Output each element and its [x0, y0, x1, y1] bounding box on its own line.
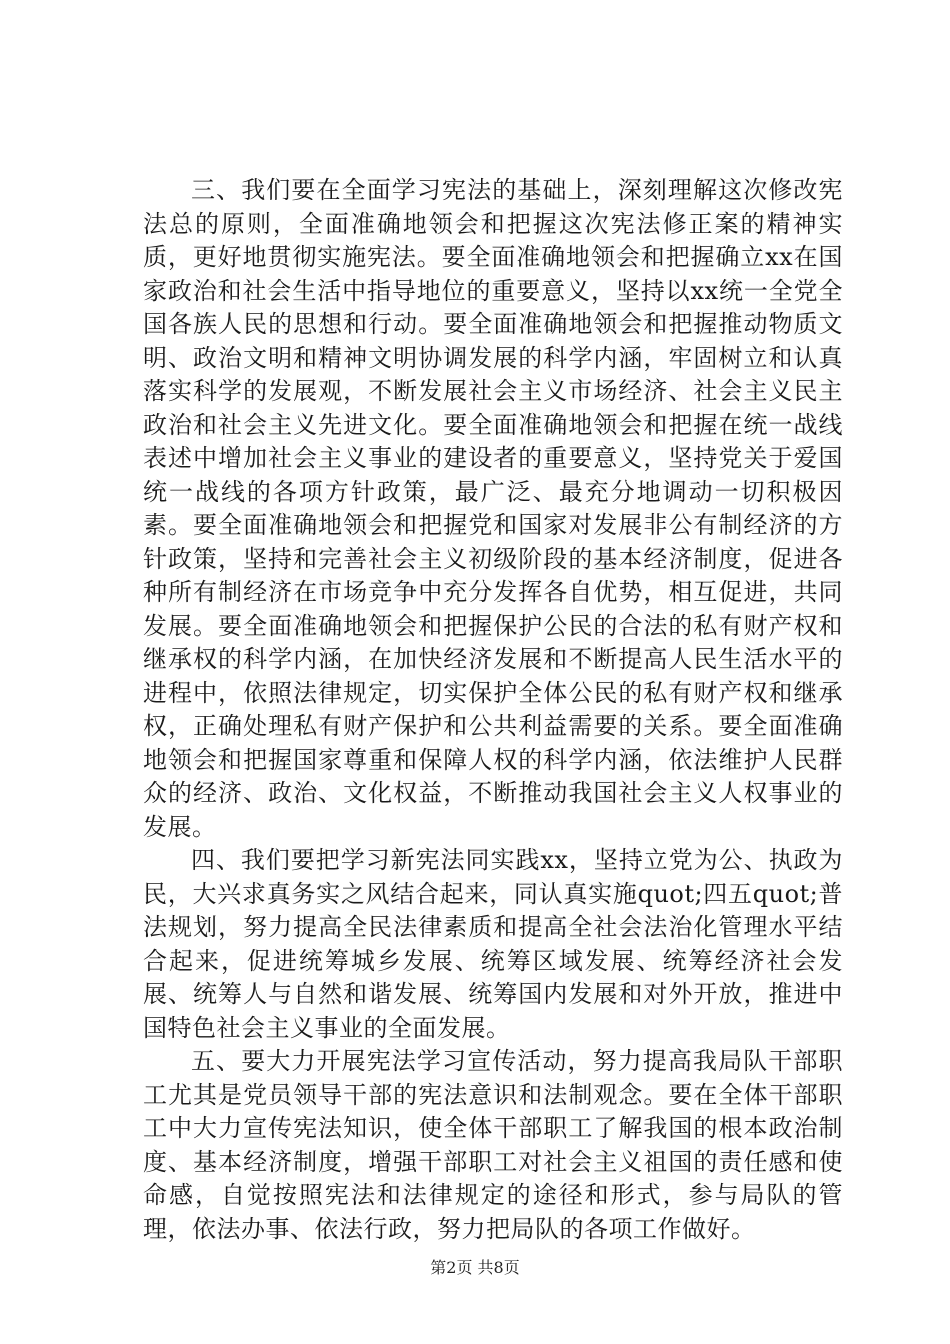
paragraph-four: 四、我们要把学习新宪法同实践xx，坚持立党为公、执政为民，大兴求真务实之风结合起来，同认真实施quot;四五quot;普法规划，努力提高全民法律素质和提高全社会法治化管理水平结合起来，促进统筹城乡发展、统筹区域发展、统筹经济社会发展、统筹人与自然和谐发展、统筹国内发展和对外开放，推进中国特色社会主义事业的全面发展。	[143, 846, 843, 1042]
paragraph-three: 三、我们要在全面学习宪法的基础上，深刻理解这次修改宪法总的原则，全面准确地领会和把握这次宪法修正案的精神实质，更好地贯彻实施宪法。要全面准确地领会和把握确立xx在国家政治和社会生活中指导地位的重要意义，坚持以xx统一全党全国各族人民的思想和行动。要全面准确地领会和把握推动物质文明、政治文明和精神文明协调发展的科学内涵，牢固树立和认真落实科学的发展观，不断发展社会主义市场经济、社会主义民主政治和社会主义先进文化。要全面准确地领会和把握在统一战线表述中增加社会主义事业的建设者的重要意义，坚持党关于爱国统一战线的各项方针政策，最广泛、最充分地调动一切积极因素。要全面准确地领会和把握党和国家对发展非公有制经济的方针政策，坚持和完善社会主义初级阶段的基本经济制度，促进各种所有制经济在市场竞争中充分发挥各自优势，相互促进，共同发展。要全面准确地领会和把握保护公民的合法的私有财产权和继承权的科学内涵，在加快经济发展和不断提高人民生活水平的进程中，依照法律规定，切实保护全体公民的私有财产权和继承权，正确处理私有财产保护和公共利益需要的关系。要全面准确地领会和把握国家尊重和保障人权的科学内涵，依法维护人民群众的经济、政治、文化权益，不断推动我国社会主义人权事业的发展。	[143, 176, 843, 841]
page-number-indicator: 第2页 共8页	[430, 1258, 520, 1277]
document-body	[143, 174, 843, 1246]
page-footer	[0, 1255, 950, 1278]
paragraph-five: 五、要大力开展宪法学习宣传活动，努力提高我局队干部职工尤其是党员领导干部的宪法意识和法制观念。要在全体干部职工中大力宣传宪法知识，使全体干部职工了解我国的根本政治制度、基本经济制度，增强干部职工对社会主义祖国的责任感和使命感，自觉按照宪法和法律规定的途径和形式，参与局队的管理，依法办事、依法行政，努力把局队的各项工作做好。	[143, 1047, 843, 1243]
